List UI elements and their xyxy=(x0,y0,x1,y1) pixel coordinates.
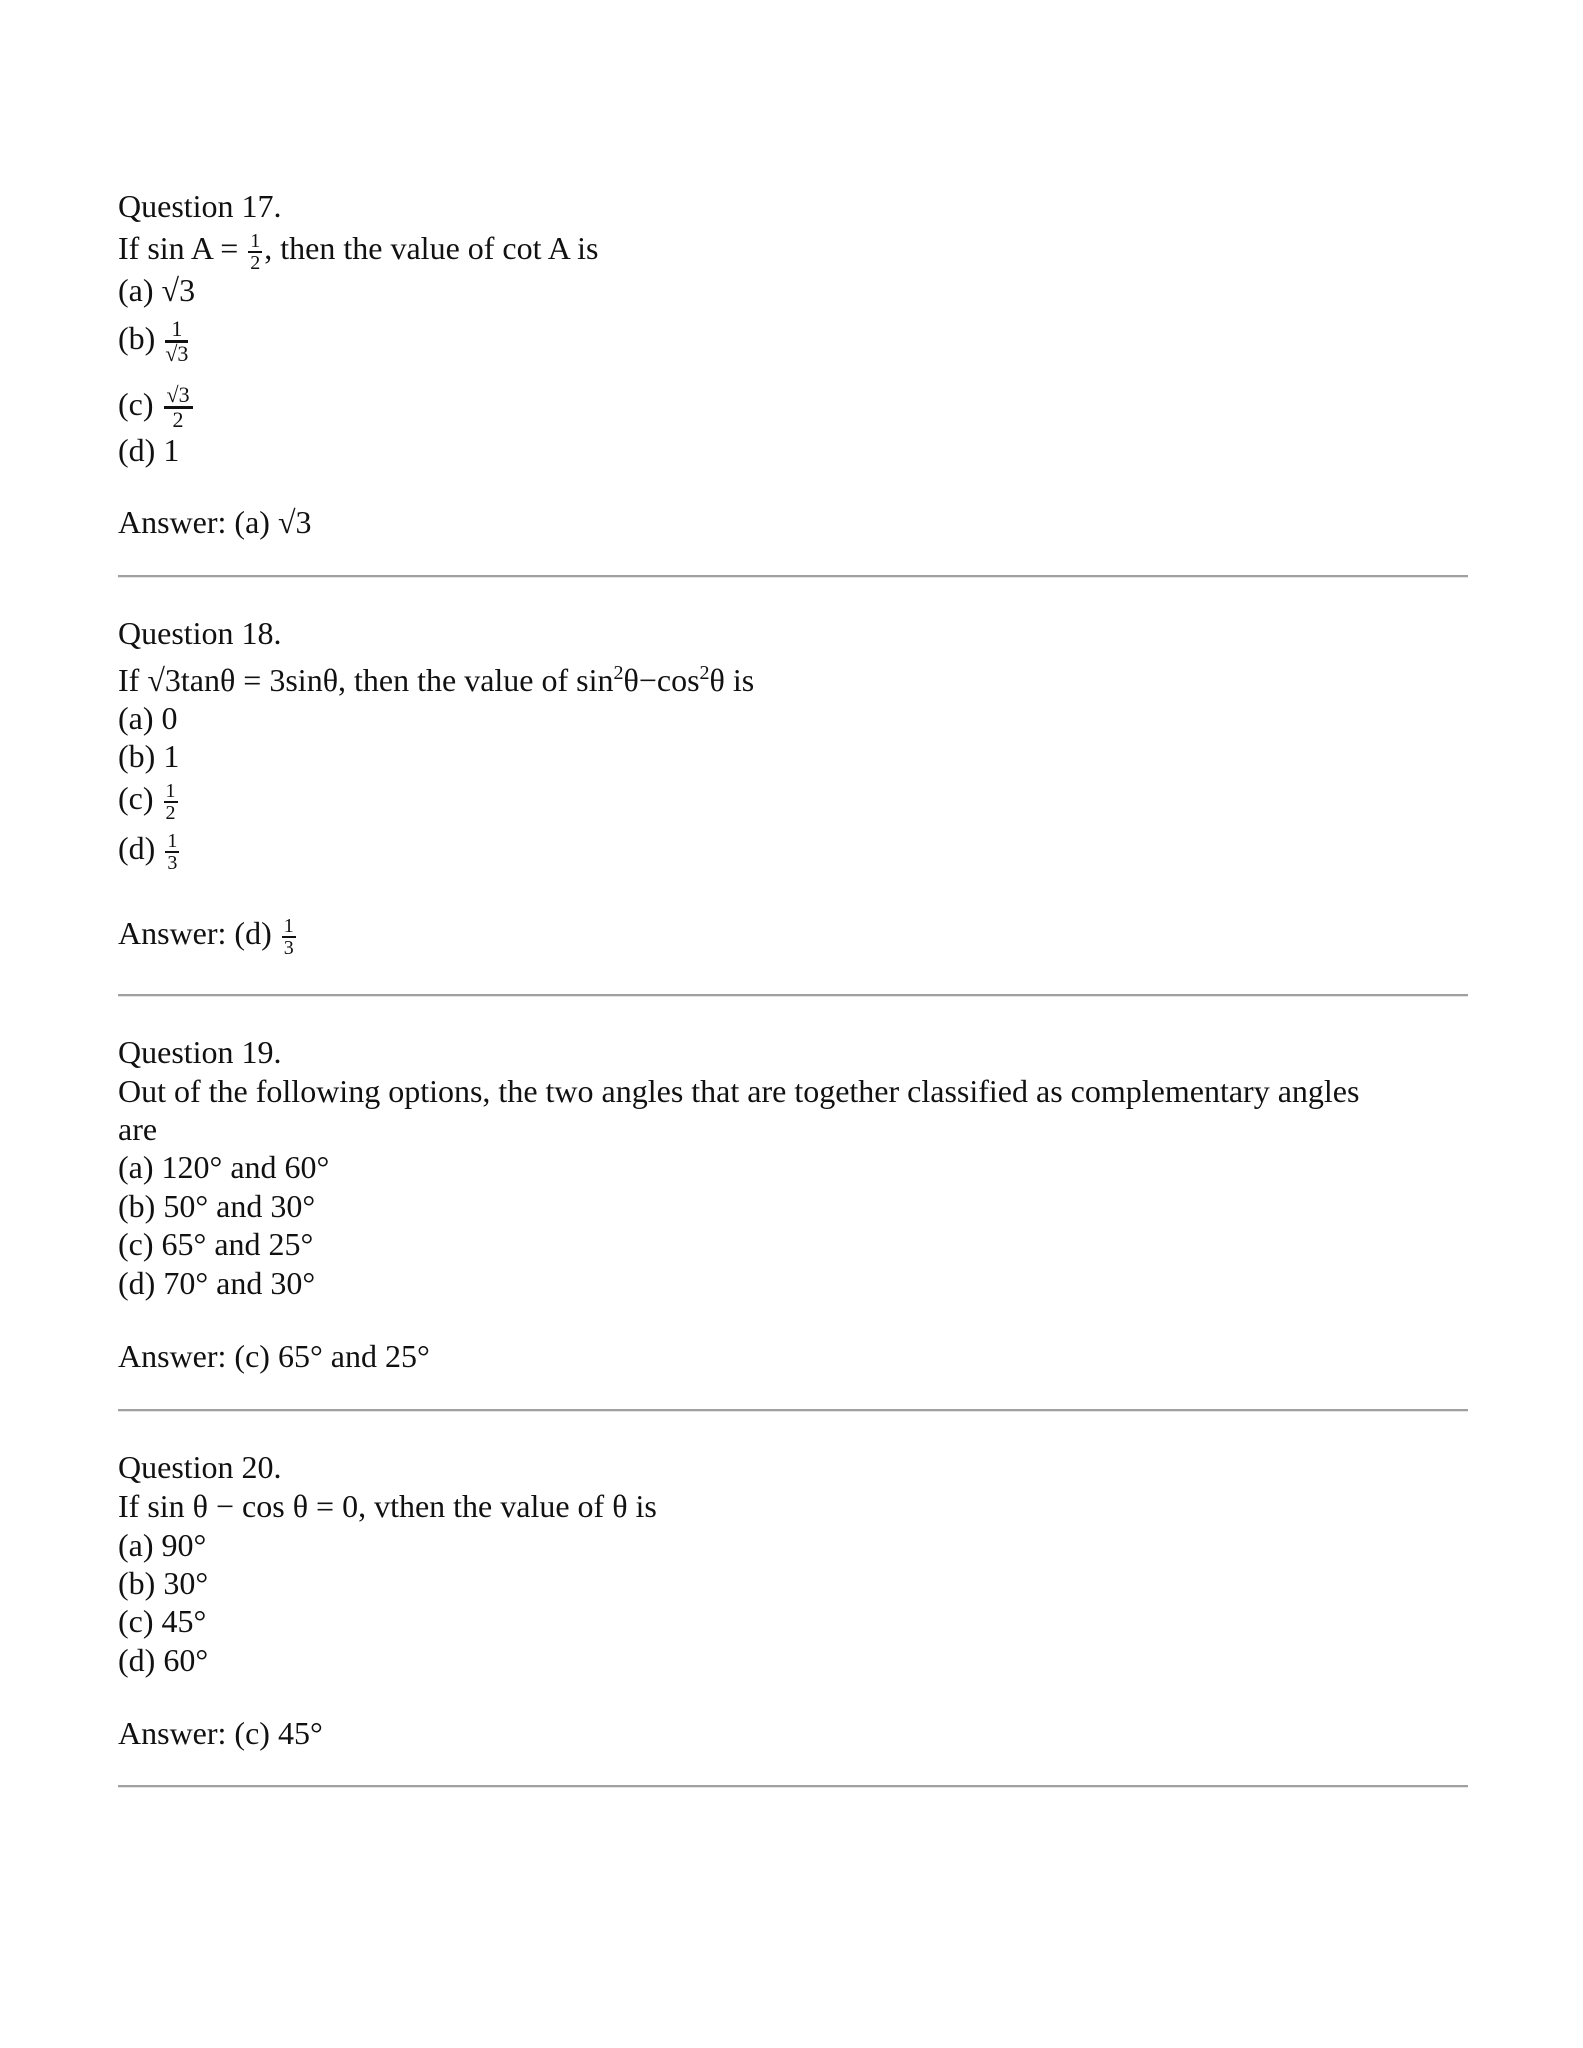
question-20-title: Question 20. xyxy=(118,1449,282,1485)
numerator: 1 xyxy=(250,229,261,252)
denominator: 2 xyxy=(172,407,184,432)
answer: Answer: (c) 45° xyxy=(118,1715,323,1751)
option-c: (c) 65° and 25° xyxy=(118,1226,314,1262)
option-label: (d) xyxy=(118,830,156,866)
option-d: (d) 70° and 30° xyxy=(118,1265,316,1301)
exponent: 2 xyxy=(699,662,710,684)
numerator: 1 xyxy=(165,779,176,802)
divider xyxy=(118,994,1468,997)
option-d: (d) 1 xyxy=(118,432,180,468)
numerator: 1 xyxy=(165,318,188,343)
question-20-stem: If sin θ − cos θ = 0, vthen the value of θ is xyxy=(118,1488,657,1524)
question-17-title: Question 17. xyxy=(118,188,282,224)
stem-text: If √3tanθ = 3sinθ, then the value of sin xyxy=(118,662,614,698)
numerator: 1 xyxy=(167,829,178,852)
denominator: 2 xyxy=(165,801,176,824)
denominator: 3 xyxy=(283,936,294,959)
exponent: 2 xyxy=(613,662,624,684)
option-b xyxy=(118,318,190,365)
option-c xyxy=(118,384,195,431)
question-19-stem: Out of the following options, the two angles that are together classified as complementary angles xyxy=(118,1073,1360,1109)
option-c: (c) 45° xyxy=(118,1603,207,1639)
divider xyxy=(118,1785,1468,1788)
option-c xyxy=(118,779,180,823)
fraction xyxy=(164,781,178,823)
question-19-stem-cont: are xyxy=(118,1111,158,1147)
fraction xyxy=(282,916,296,958)
stem-text: , then the value of cot A is xyxy=(264,230,599,266)
option-a: (a) √3 xyxy=(118,272,196,308)
answer: Answer: (a) √3 xyxy=(118,504,312,540)
stem-text: θ is xyxy=(709,662,755,698)
option-d: (d) 60° xyxy=(118,1642,209,1678)
question-18-stem xyxy=(118,661,754,699)
denominator: 3 xyxy=(167,851,178,874)
fraction xyxy=(164,384,193,431)
denominator: 2 xyxy=(250,251,261,274)
answer: Answer: (c) 65° and 25° xyxy=(118,1338,430,1374)
option-label: (c) xyxy=(118,385,154,422)
option-a: (a) 120° and 60° xyxy=(118,1149,330,1185)
fraction xyxy=(165,831,179,873)
option-b: (b) 50° and 30° xyxy=(118,1188,316,1224)
option-d xyxy=(118,829,181,873)
divider xyxy=(118,1409,1468,1412)
option-a: (a) 0 xyxy=(118,700,178,736)
fraction xyxy=(165,318,188,365)
denominator: √3 xyxy=(165,341,189,366)
answer-label: Answer: (d) xyxy=(118,915,272,951)
divider xyxy=(118,575,1468,578)
question-18-title: Question 18. xyxy=(118,615,282,651)
option-b: (b) 1 xyxy=(118,738,180,774)
stem-text: If sin A = xyxy=(118,230,247,266)
option-a: (a) 90° xyxy=(118,1527,207,1563)
fraction xyxy=(248,231,262,273)
question-17-stem xyxy=(118,229,598,273)
question-19-title: Question 19. xyxy=(118,1034,282,1070)
stem-text: θ−cos xyxy=(623,662,700,698)
option-label: (b) xyxy=(118,319,156,356)
option-label: (c) xyxy=(118,780,154,816)
answer xyxy=(118,914,298,958)
numerator: √3 xyxy=(164,384,193,409)
numerator: 1 xyxy=(283,914,294,937)
option-b: (b) 30° xyxy=(118,1565,209,1601)
